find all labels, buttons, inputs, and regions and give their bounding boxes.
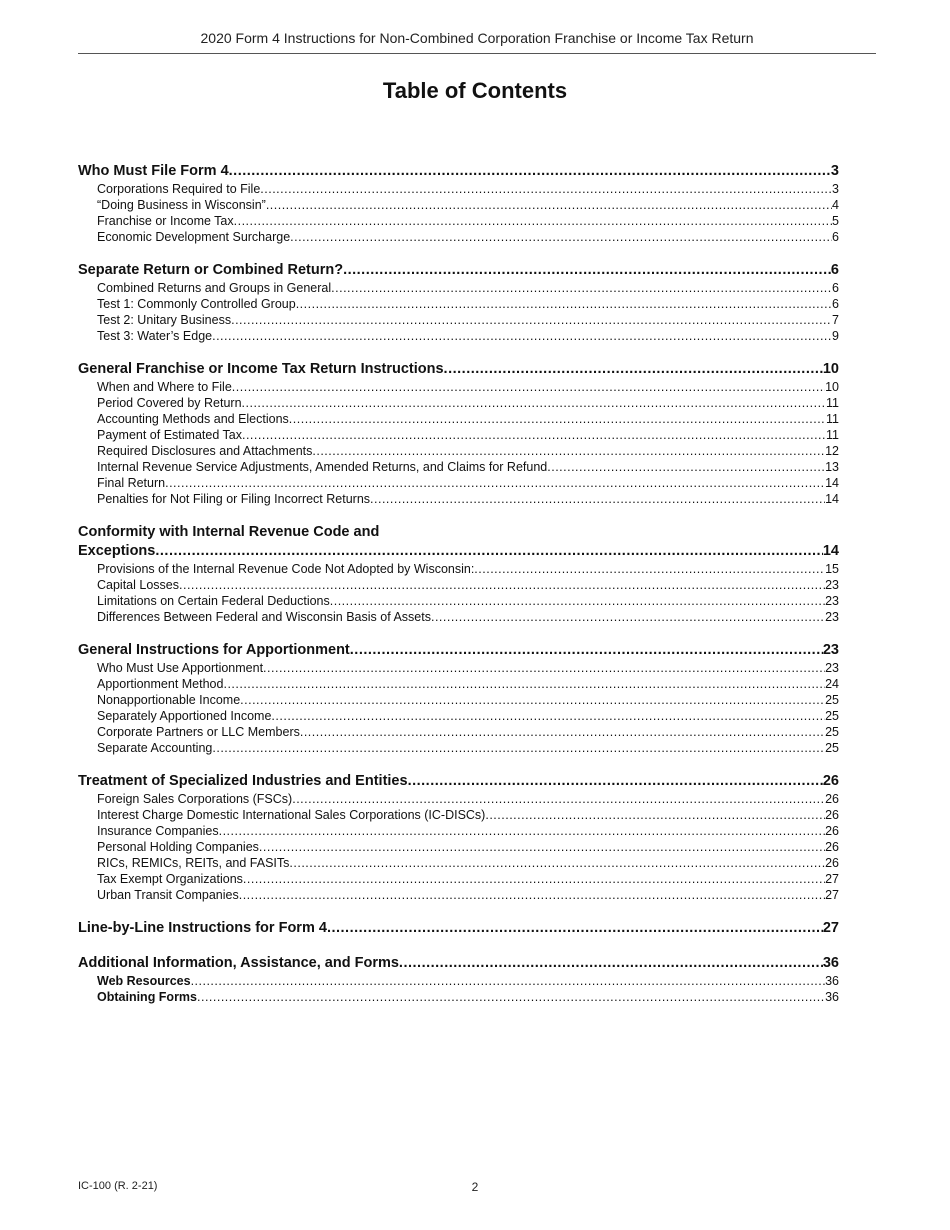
toc-entry-label[interactable]: Limitations on Certain Federal Deductions bbox=[97, 594, 330, 608]
toc-page-number: 36 bbox=[822, 955, 839, 971]
dot-leader bbox=[408, 772, 823, 791]
toc-entry-label[interactable]: Franchise or Income Tax bbox=[97, 214, 234, 228]
toc-page-number: 27 bbox=[822, 920, 839, 936]
toc-entry-label[interactable]: Final Return bbox=[97, 476, 166, 490]
toc-page-number: 25 bbox=[825, 725, 839, 739]
toc-entry[interactable] bbox=[78, 197, 839, 213]
toc-entry[interactable] bbox=[78, 491, 839, 507]
page-header-title: 2020 Form 4 Instructions for Non-Combined Corporation Franchise or Income Tax Return bbox=[200, 30, 754, 46]
toc-section-entry[interactable] bbox=[78, 919, 839, 938]
toc-entry[interactable] bbox=[78, 475, 839, 491]
toc-entry-label[interactable]: Apportionment Method bbox=[97, 677, 224, 691]
toc-section-entry[interactable] bbox=[78, 641, 839, 660]
toc-entry[interactable] bbox=[78, 229, 839, 245]
toc-entry-label[interactable]: Test 1: Commonly Controlled Group bbox=[97, 297, 296, 311]
toc-page-number: 23 bbox=[825, 594, 839, 608]
dot-leader bbox=[343, 261, 831, 280]
dot-leader bbox=[350, 641, 823, 660]
dot-leader bbox=[212, 328, 832, 344]
toc-entry-label[interactable]: Obtaining Forms bbox=[97, 990, 197, 1004]
dot-leader bbox=[260, 181, 832, 197]
dot-leader bbox=[231, 312, 832, 328]
toc-entry[interactable] bbox=[78, 973, 839, 989]
toc-entry[interactable] bbox=[78, 459, 839, 475]
toc-page-number: 10 bbox=[825, 380, 839, 394]
toc-page-number: 7 bbox=[832, 313, 839, 327]
toc-entry[interactable] bbox=[78, 871, 839, 887]
dot-leader bbox=[234, 213, 832, 229]
toc-page-number: 26 bbox=[822, 773, 839, 789]
toc-entry[interactable] bbox=[78, 989, 839, 1005]
dot-leader bbox=[242, 427, 826, 443]
dot-leader bbox=[474, 561, 825, 577]
toc-page-number: 36 bbox=[825, 990, 839, 1004]
header-divider bbox=[78, 53, 876, 54]
dot-leader bbox=[289, 855, 825, 871]
toc-entry[interactable] bbox=[78, 724, 839, 740]
dot-leader bbox=[370, 491, 825, 507]
toc-section bbox=[78, 261, 839, 344]
dot-leader bbox=[327, 919, 823, 938]
toc-page-number: 6 bbox=[832, 230, 839, 244]
toc-entry[interactable] bbox=[78, 411, 839, 427]
dot-leader bbox=[300, 724, 825, 740]
toc-entry-label[interactable]: RICs, REMICs, REITs, and FASITs bbox=[97, 856, 290, 870]
toc-page-number: 11 bbox=[826, 428, 839, 442]
toc-entry[interactable] bbox=[78, 443, 839, 459]
dot-leader bbox=[271, 708, 825, 724]
toc-entry-label[interactable]: Urban Transit Companies bbox=[97, 888, 239, 902]
dot-leader bbox=[179, 577, 825, 593]
toc-entry[interactable] bbox=[78, 807, 839, 823]
toc-section bbox=[78, 919, 839, 938]
toc-entry-label[interactable]: Differences Between Federal and Wisconsin Basis of Assets bbox=[97, 610, 431, 624]
toc-section-title-line[interactable]: Conformity with Internal Revenue Code and bbox=[78, 524, 380, 540]
toc-entry-label[interactable]: Test 3: Water’s Edge bbox=[97, 329, 213, 343]
toc-entry[interactable] bbox=[78, 213, 839, 229]
toc-section bbox=[78, 772, 839, 903]
toc-entry-label[interactable]: Separately Apportioned Income bbox=[97, 709, 272, 723]
toc-page-number: 10 bbox=[822, 361, 839, 377]
toc-entry-label[interactable]: Separate Accounting bbox=[97, 741, 213, 755]
toc-entry-label[interactable]: When and Where to File bbox=[97, 380, 232, 394]
toc-entry-label[interactable]: Provisions of the Internal Revenue Code Not Adopted by Wisconsin: bbox=[97, 562, 475, 576]
toc-section bbox=[78, 954, 839, 1005]
toc-entry[interactable] bbox=[78, 181, 839, 197]
toc-section-title[interactable]: Additional Information, Assistance, and Forms bbox=[78, 955, 399, 971]
toc-entry-label[interactable]: Test 2: Unitary Business bbox=[97, 313, 232, 327]
toc-entry-label[interactable]: Corporate Partners or LLC Members bbox=[97, 725, 300, 739]
toc-entry-label[interactable]: Accounting Methods and Elections bbox=[97, 412, 289, 426]
dot-leader bbox=[312, 443, 825, 459]
toc-page-number: 12 bbox=[825, 444, 839, 458]
toc-page-number: 3 bbox=[830, 163, 839, 179]
toc-entry-label[interactable]: Economic Development Surcharge bbox=[97, 230, 291, 244]
dot-leader bbox=[155, 542, 823, 561]
toc-entry[interactable] bbox=[78, 823, 839, 839]
toc-entry[interactable] bbox=[78, 791, 839, 807]
toc-section-entry[interactable] bbox=[78, 162, 839, 181]
dot-leader bbox=[266, 197, 832, 213]
dot-leader bbox=[547, 459, 825, 475]
toc-section-title[interactable]: Separate Return or Combined Return? bbox=[78, 262, 344, 278]
toc-entry-label[interactable]: Interest Charge Domestic International Sales Corporations (IC-DISCs) bbox=[97, 808, 486, 822]
toc-entry[interactable] bbox=[78, 379, 839, 395]
toc-entry[interactable] bbox=[78, 855, 839, 871]
toc-entry-label[interactable]: Capital Losses bbox=[97, 578, 179, 592]
toc-entry[interactable] bbox=[78, 280, 839, 296]
toc-entry-label[interactable]: Tax Exempt Organizations bbox=[97, 872, 243, 886]
toc-entry-label[interactable]: Web Resources bbox=[97, 974, 191, 988]
toc-section bbox=[78, 162, 839, 245]
toc-entry-label[interactable]: Nonapportionable Income bbox=[97, 693, 241, 707]
dot-leader bbox=[331, 280, 832, 296]
toc-page-number: 27 bbox=[825, 888, 839, 902]
toc-page-number: 26 bbox=[825, 840, 839, 854]
toc-page-number: 5 bbox=[832, 214, 839, 228]
dot-leader bbox=[197, 989, 825, 1005]
toc-entry-label[interactable]: Payment of Estimated Tax bbox=[97, 428, 242, 442]
toc-section-title[interactable]: General Instructions for Apportionment bbox=[78, 642, 350, 658]
toc-page-number: 14 bbox=[825, 492, 839, 506]
dot-leader bbox=[219, 823, 825, 839]
toc-section-entry[interactable] bbox=[78, 954, 839, 973]
toc-page-number: 23 bbox=[825, 661, 839, 675]
dot-leader bbox=[191, 973, 826, 989]
dot-leader bbox=[259, 839, 825, 855]
dot-leader bbox=[242, 395, 826, 411]
toc-entry[interactable] bbox=[78, 839, 839, 855]
toc-page-number: 6 bbox=[832, 297, 839, 311]
toc-page-number: 23 bbox=[822, 642, 839, 658]
toc-section bbox=[78, 360, 839, 507]
dot-leader bbox=[232, 379, 825, 395]
toc-page-number: 23 bbox=[825, 610, 839, 624]
toc-page-number: 25 bbox=[825, 709, 839, 723]
dot-leader bbox=[263, 660, 825, 676]
toc-section-entry[interactable] bbox=[78, 542, 839, 561]
toc-title: Table of Contents bbox=[382, 78, 568, 103]
toc-section-title[interactable]: Who Must File Form 4 bbox=[78, 163, 229, 179]
toc-page-number: 26 bbox=[825, 824, 839, 838]
toc-page-number: 3 bbox=[832, 182, 839, 196]
toc-entry[interactable] bbox=[78, 296, 839, 312]
toc-entry[interactable] bbox=[78, 708, 839, 724]
toc-page-number: 9 bbox=[832, 329, 839, 343]
toc-entry[interactable] bbox=[78, 887, 839, 903]
toc-page-number: 13 bbox=[825, 460, 839, 474]
toc-section bbox=[78, 523, 839, 625]
toc-section-title[interactable]: Treatment of Specialized Industries and Entities bbox=[78, 773, 408, 789]
toc-section-entry[interactable] bbox=[78, 360, 839, 379]
toc-entry-label[interactable]: Foreign Sales Corporations (FSCs) bbox=[97, 792, 293, 806]
toc-entry[interactable] bbox=[78, 740, 839, 756]
toc-entry-label[interactable]: Required Disclosures and Attachments bbox=[97, 444, 313, 458]
dot-leader bbox=[229, 162, 831, 181]
toc-entry[interactable] bbox=[78, 660, 839, 676]
dot-leader bbox=[240, 692, 825, 708]
table-of-contents bbox=[78, 162, 839, 1021]
toc-entry[interactable] bbox=[78, 395, 839, 411]
dot-leader bbox=[243, 871, 825, 887]
toc-page-number: 23 bbox=[825, 578, 839, 592]
toc-page-number: 24 bbox=[825, 677, 839, 691]
toc-entry[interactable] bbox=[78, 312, 839, 328]
dot-leader bbox=[223, 676, 825, 692]
dot-leader bbox=[444, 360, 823, 379]
toc-entry-label[interactable]: Combined Returns and Groups in General bbox=[97, 281, 332, 295]
toc-entry[interactable] bbox=[78, 676, 839, 692]
toc-section-entry[interactable] bbox=[78, 261, 839, 280]
toc-entry-label[interactable]: Corporations Required to File bbox=[97, 182, 261, 196]
dot-leader bbox=[212, 740, 825, 756]
toc-page-number: 27 bbox=[825, 872, 839, 886]
toc-page-number: 25 bbox=[825, 693, 839, 707]
dot-leader bbox=[290, 229, 832, 245]
page-number: 2 bbox=[471, 1180, 479, 1194]
toc-page-number: 26 bbox=[825, 856, 839, 870]
toc-page-number: 26 bbox=[825, 808, 839, 822]
toc-section-title[interactable]: General Franchise or Income Tax Return Instructions bbox=[78, 361, 444, 377]
toc-entry[interactable] bbox=[78, 593, 839, 609]
toc-entry[interactable] bbox=[78, 609, 839, 625]
toc-section bbox=[78, 641, 839, 756]
toc-page-number: 25 bbox=[825, 741, 839, 755]
toc-page-number: 14 bbox=[822, 543, 839, 559]
dot-leader bbox=[485, 807, 825, 823]
toc-page-number: 15 bbox=[825, 562, 839, 576]
dot-leader bbox=[289, 411, 826, 427]
toc-page-number: 14 bbox=[825, 476, 839, 490]
toc-section-title[interactable]: Line-by-Line Instructions for Form 4 bbox=[78, 920, 327, 936]
toc-entry[interactable] bbox=[78, 328, 839, 344]
toc-page-number: 6 bbox=[830, 262, 839, 278]
toc-page-number: 36 bbox=[825, 974, 839, 988]
toc-entry-label[interactable]: Personal Holding Companies bbox=[97, 840, 259, 854]
toc-entry[interactable] bbox=[78, 577, 839, 593]
toc-entry[interactable] bbox=[78, 561, 839, 577]
toc-page-number: 26 bbox=[825, 792, 839, 806]
dot-leader bbox=[296, 296, 832, 312]
toc-entry[interactable] bbox=[78, 692, 839, 708]
toc-page-number: 11 bbox=[826, 396, 839, 410]
dot-leader bbox=[431, 609, 825, 625]
toc-entry-label[interactable]: Who Must Use Apportionment bbox=[97, 661, 264, 675]
dot-leader bbox=[292, 791, 825, 807]
toc-section-entry[interactable] bbox=[78, 772, 839, 791]
toc-entry[interactable] bbox=[78, 427, 839, 443]
toc-entry-label[interactable]: “Doing Business in Wisconsin” bbox=[97, 198, 266, 212]
toc-page-number: 6 bbox=[832, 281, 839, 295]
toc-entry-label[interactable]: Period Covered by Return bbox=[97, 396, 242, 410]
toc-page-number: 11 bbox=[826, 412, 839, 426]
dot-leader bbox=[239, 887, 825, 903]
toc-section-title[interactable]: Exceptions bbox=[78, 543, 156, 559]
toc-entry-label[interactable]: Internal Revenue Service Adjustments, Amended Returns, and Claims for Refund bbox=[97, 460, 548, 474]
toc-page-number: 4 bbox=[832, 198, 839, 212]
dot-leader bbox=[330, 593, 825, 609]
toc-entry-label[interactable]: Insurance Companies bbox=[97, 824, 219, 838]
form-id: IC-100 (R. 2-21) bbox=[78, 1180, 158, 1192]
toc-entry-label[interactable]: Penalties for Not Filing or Filing Incorrect Returns bbox=[97, 492, 371, 506]
dot-leader bbox=[399, 954, 823, 973]
dot-leader bbox=[165, 475, 825, 491]
